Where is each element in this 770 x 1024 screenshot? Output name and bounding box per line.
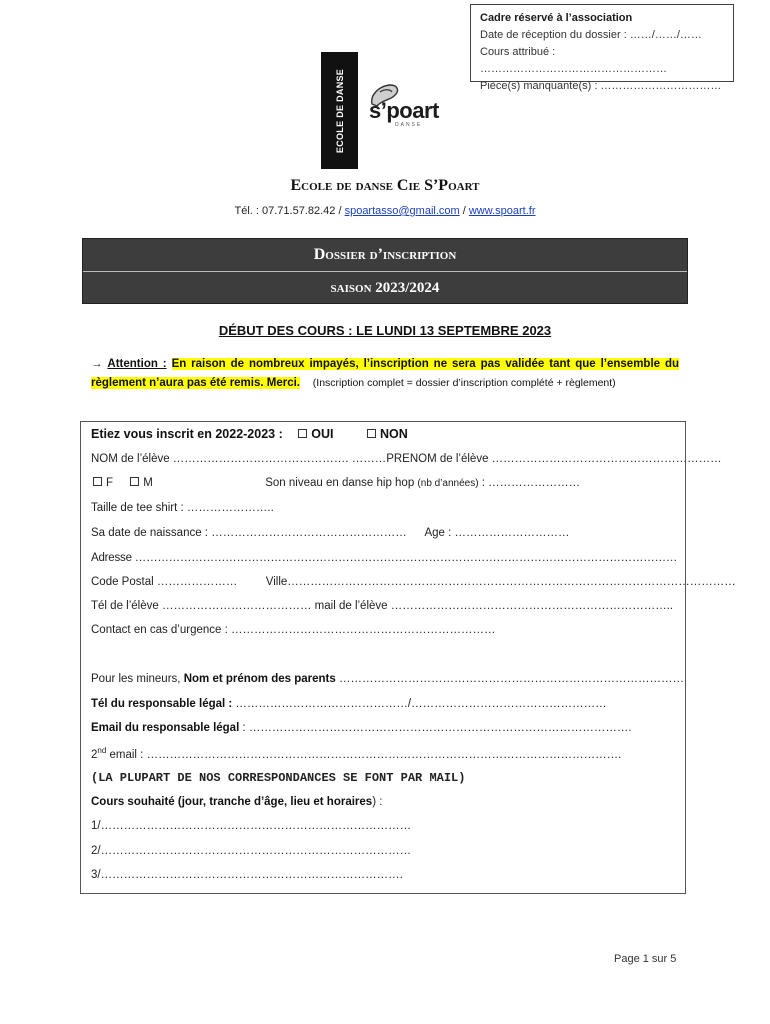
student-lastname-field[interactable]: NOM de l’élève ………………………………………. ……… (91, 453, 387, 465)
dance-level-label: Son niveau en danse hip hop (265, 477, 418, 489)
logo-tag: DANSE (395, 122, 423, 128)
attention-notice (91, 355, 679, 393)
second-email-row (91, 746, 621, 761)
correspondence-note: (LA PLUPART DE NOS CORRESPONDANCES SE FONT PAR MAIL) (91, 771, 466, 785)
parents-prefix: Pour les mineurs, (91, 673, 184, 685)
dance-level-field[interactable]: : …………………… (478, 477, 581, 489)
guardian-phone-field[interactable]: ………………………………………/…………………………………………… (232, 698, 607, 710)
student-firstname-field[interactable]: PRENOM de l’élève …………………………………………………… (386, 453, 722, 465)
prior-registration-question: Etiez vous inscrit en 2022-2023 : (91, 427, 283, 441)
school-title: Ecole de danse Cie S’Poart (290, 177, 480, 194)
course-assigned-field[interactable]: Cours attribué : …………………………………………… (480, 46, 667, 75)
guardian-email-row (91, 722, 632, 734)
prior-registration-row (91, 427, 408, 441)
registration-form (80, 421, 736, 894)
birth-row (91, 527, 570, 539)
student-email-field[interactable]: mail de l’élève ……………………………………………………………….. (314, 600, 674, 612)
tshirt-size-field[interactable]: Taille de tee shirt : ………………….. (91, 502, 274, 514)
age-field[interactable]: Age : ………………………… (424, 527, 570, 539)
sex-m-label: M (143, 477, 153, 489)
second-email-field[interactable]: email : ……………………………………………………………………………………………………………. (106, 748, 622, 761)
sex-f-label: F (106, 477, 114, 489)
attention-label: Attention : (107, 358, 167, 370)
reception-date-field[interactable]: Date de réception du dossier : ……/……/…… (480, 29, 702, 41)
logo-brand: s’poart (369, 98, 439, 123)
missing-documents-field[interactable]: Pièce(s) manquante(s) : …………………………… (480, 80, 722, 92)
attention-highlight: En raison de nombreux impayés, l’inscription ne sera pas validée tant que l’ensemble du règlement n’aura pas été remis. Merci. (91, 358, 680, 389)
contact-separator: / (459, 205, 469, 217)
non-checkbox[interactable] (367, 429, 376, 438)
student-phone-field[interactable]: Tél de l’élève ………………………………… (91, 600, 312, 612)
second-email-suffix: nd (97, 746, 107, 755)
emergency-contact-field[interactable]: Contact en cas d’urgence : …………………………………………………………… (91, 624, 496, 636)
desired-course-label: Cours souhaité (jour, tranche d’âge, lieu et horaires (91, 796, 373, 808)
guardian-email-label: Email du responsable légal (91, 722, 240, 734)
course-choice-2[interactable]: 2/……………………………………………………………………… (91, 845, 412, 857)
non-label: NON (379, 427, 408, 441)
sex-m-checkbox[interactable] (130, 477, 139, 486)
name-row (91, 453, 722, 465)
reserved-box (470, 4, 734, 92)
parents-label: Nom et prénom des parents (183, 673, 336, 685)
sex-level-row (91, 477, 580, 489)
email-link[interactable]: spoartasso@gmail.com (344, 205, 460, 217)
banner-season: saison 2023/2024 (330, 280, 440, 296)
oui-checkbox[interactable] (298, 429, 307, 438)
postal-row (91, 576, 736, 588)
course-start-heading: DÉBUT DES COURS : LE LUNDI 13 SEPTEMBRE 2023 (218, 323, 552, 338)
attention-note: (Inscription complet = dossier d’inscription complété + règlement) (312, 377, 616, 389)
arrow-icon: → (91, 358, 108, 370)
page-number: Page 1 sur 5 (614, 953, 677, 965)
dance-level-hint: (nb d’années) (417, 478, 479, 489)
student-contact-row (91, 600, 673, 612)
reserved-title: Cadre réservé à l’association (480, 12, 633, 24)
guardian-phone-row (91, 698, 607, 710)
oui-label: OUI (311, 427, 334, 441)
website-link[interactable]: www.spoart.fr (468, 205, 536, 217)
course-choice-1[interactable]: 1/……………………………………………………………………… (91, 820, 412, 832)
contact-line (0, 205, 770, 217)
desired-course-row (91, 796, 382, 808)
birthdate-field[interactable]: Sa date de naissance : …………………………………………… (91, 527, 407, 539)
parents-name-field[interactable]: ……………………………………………………………………………… (335, 673, 684, 685)
guardian-phone-label: Tél du responsable légal : (91, 698, 233, 710)
title-banner (82, 238, 688, 304)
course-choice-3[interactable]: 3/……………………………………………………………………. (91, 869, 403, 881)
banner-title: Dossier d’inscription (83, 239, 687, 272)
city-field[interactable]: Ville……………………………………………………………………………………………………… (265, 576, 736, 588)
second-email-number: 2 (91, 748, 98, 761)
desired-course-end: ) : (372, 796, 383, 808)
logo-vertical-bar (321, 52, 358, 169)
postal-code-field[interactable]: Code Postal ………………… (91, 576, 238, 588)
sex-f-checkbox[interactable] (93, 477, 102, 486)
parents-row (91, 673, 684, 685)
address-field[interactable]: Adresse ……………………………………………………………………………………………………………………………… (91, 552, 678, 564)
phone-text: Tél. : 07.71.57.82.42 / (234, 205, 345, 217)
logo-vertical-text: ECOLE DE DANSE (334, 68, 345, 153)
guardian-email-field[interactable]: : ………………………………………………………………………………………. (239, 722, 632, 734)
